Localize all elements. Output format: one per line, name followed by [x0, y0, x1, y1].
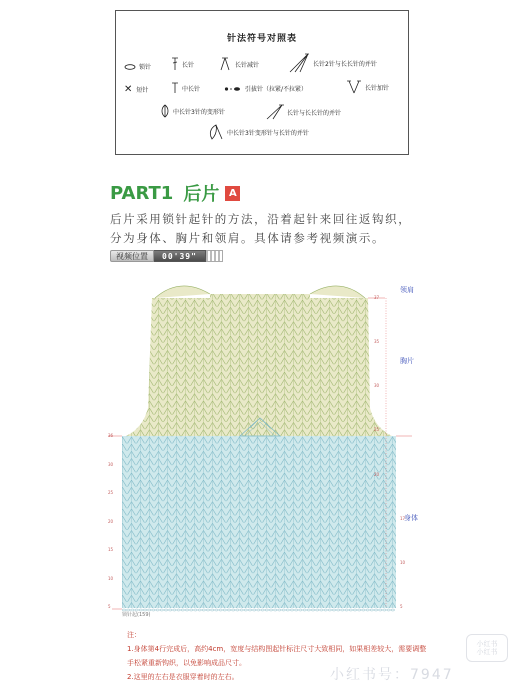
chain-oval [383, 609, 387, 611]
crochet-chart [100, 278, 420, 618]
legend-dc2tog-tr: 长针2针与长长针的并针 [288, 53, 377, 73]
row-number-right: 20 [374, 471, 380, 477]
dc-increase-icon [346, 80, 362, 94]
chain-oval [236, 609, 240, 611]
legend-dc-dec: 长针减针 [218, 57, 259, 71]
row-number-right: 35 [374, 339, 380, 345]
row-number-left: 5 [108, 604, 111, 609]
row-number-right: 37 [374, 295, 380, 300]
chain-oval [198, 609, 202, 611]
chain-oval [290, 609, 294, 611]
chain-oval [210, 609, 214, 611]
legend-dc: 长针 [171, 57, 194, 71]
chain-oval [265, 609, 269, 611]
chain-oval [349, 609, 353, 611]
chain-oval [299, 609, 303, 611]
chain-oval [324, 609, 328, 611]
row-number-left: 20 [108, 518, 114, 524]
chain-oval [391, 609, 395, 611]
chain-oval [215, 609, 219, 611]
row-number-right: 10 [400, 559, 406, 565]
chain-oval [353, 609, 357, 611]
chain-oval [315, 609, 319, 611]
chain-stitch-icon [124, 64, 136, 70]
label-chest: 胸片 [400, 357, 414, 365]
puff-dc-tog-icon [204, 124, 224, 140]
chain-oval [173, 609, 177, 611]
row-number-right: 5 [400, 604, 403, 609]
chain-oval [219, 609, 223, 611]
left-shoulder [155, 286, 210, 298]
part-title [110, 180, 240, 206]
chain-oval [206, 609, 210, 611]
watermark-badge: 小红书 小红书 [466, 634, 508, 662]
legend-dc-inc: 长针加针 [346, 80, 389, 94]
chain-oval [189, 609, 193, 611]
watermark-text: 小红书号：7947 [330, 667, 454, 683]
legend-dc-tr-tog: 长针与长长针的并针 [264, 104, 341, 120]
chain-oval [227, 609, 231, 611]
chain-oval [202, 609, 206, 611]
part-badge: A [225, 186, 240, 201]
half-double-crochet-icon [171, 82, 179, 94]
legend-sc: ✕ 短针 [124, 84, 149, 95]
chain-oval [345, 609, 349, 611]
chain-oval [168, 609, 172, 611]
legend-hdc: 中长针 [171, 82, 200, 94]
chain-oval [357, 609, 361, 611]
legend-title: 针法符号对照表 [226, 34, 297, 44]
notes-title: 注： [127, 631, 141, 639]
legend-chain: 锁针 [124, 62, 151, 71]
chain-oval [378, 609, 382, 611]
chain-oval [231, 609, 235, 611]
video-bar-icon [206, 250, 223, 262]
chain-oval [370, 609, 374, 611]
chain-oval [248, 609, 252, 611]
legend-slip: 引拔针（拉紧/不拉紧） [224, 84, 307, 93]
chain-oval [156, 609, 160, 611]
chain-oval [252, 609, 256, 611]
video-label: 视频位置 [110, 250, 154, 262]
chain-oval [362, 609, 366, 611]
chain-oval [269, 609, 273, 611]
chain-oval [374, 609, 378, 611]
chain-oval [194, 609, 198, 611]
row-number-left: 10 [108, 575, 114, 581]
row-number-right: 25 [374, 427, 380, 433]
legend-hdc3-puff: 中长针3针的变形针 [160, 104, 225, 118]
legend-hdc3-puff-dc-tog: 中长针3针变形针与长针的并针 [204, 124, 309, 140]
row-number-right: 30 [374, 383, 380, 389]
video-position [110, 250, 223, 262]
chain-oval [278, 609, 282, 611]
label-collar: 领肩 [400, 286, 414, 294]
chain-oval [244, 609, 248, 611]
chain-oval [332, 609, 336, 611]
row-number-left: 36 [108, 433, 114, 438]
chain-oval [282, 609, 286, 611]
part-name: 后片 [183, 184, 220, 205]
row-number-right: 17 [400, 515, 406, 521]
single-crochet-icon: ✕ [124, 84, 133, 95]
chain-oval [240, 609, 244, 611]
dc-tr-tog-icon [264, 104, 284, 120]
part-label: PART1 [110, 182, 174, 204]
chain-oval [286, 609, 290, 611]
row-number-left: 15 [108, 547, 114, 552]
label-foundation: 锁针起(159) [122, 612, 151, 618]
note-line-1: 1.身体第4行完成后，高约4cm，宽度与结构图起针标注尺寸大致相同，如果相差较大，需要调整手松紧重新钩织，以免影响成品尺寸。 [127, 645, 427, 667]
row-number-left: 30 [108, 461, 114, 467]
foundation-chain [122, 609, 394, 611]
right-shoulder [310, 286, 365, 298]
stitch-legend [115, 10, 409, 155]
row-number-left: 25 [108, 490, 114, 495]
chain-oval [320, 609, 324, 611]
chain-oval [164, 609, 168, 611]
puff-stitch-icon [160, 104, 170, 118]
chain-oval [273, 609, 277, 611]
chain-oval [257, 609, 261, 611]
chain-oval [181, 609, 185, 611]
chain-oval [261, 609, 265, 611]
chain-oval [152, 609, 156, 611]
double-crochet-icon [171, 57, 179, 71]
chain-oval [294, 609, 298, 611]
chain-oval [303, 609, 307, 611]
chain-oval [223, 609, 227, 611]
chain-oval [160, 609, 164, 611]
chain-oval [328, 609, 332, 611]
slip-stitch-icon [224, 86, 242, 92]
part-description: 后片采用锁针起针的方法，沿着起针来回往返钩织，分为身体、胸片和领肩。具体请参考视频演示。 [110, 212, 412, 245]
note-line-2: 2.这里的左右是衣服穿着时的左右。 [127, 673, 239, 681]
label-body: 身体 [404, 514, 418, 522]
chain-oval [366, 609, 370, 611]
dc2tog-tr-icon [288, 53, 310, 73]
chain-oval [307, 609, 311, 611]
chart-svg [100, 278, 420, 618]
chain-oval [185, 609, 189, 611]
dc-decrease-icon [218, 57, 232, 71]
chain-oval [341, 609, 345, 611]
chain-oval [387, 609, 391, 611]
chain-oval [336, 609, 340, 611]
video-time: 00'39" [154, 250, 206, 262]
chain-oval [311, 609, 315, 611]
chain-oval [177, 609, 181, 611]
